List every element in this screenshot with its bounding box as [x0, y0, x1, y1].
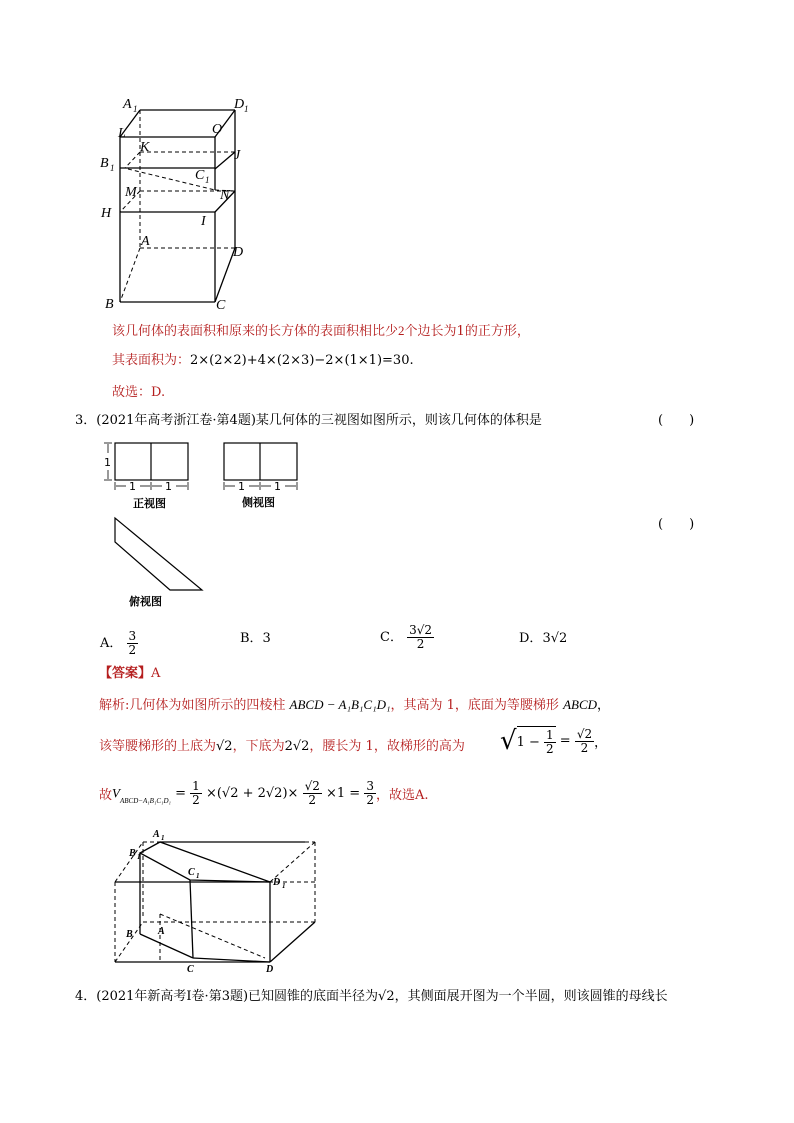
q3-answer-bracket-2: ( ): [658, 517, 695, 532]
label-top-view: 俯视图: [129, 595, 162, 608]
q3-answer-bracket: ( ): [658, 413, 695, 428]
dim-front-2: 1: [165, 480, 172, 493]
svg-text:1: 1: [133, 104, 138, 114]
label-side-view: 侧视图: [242, 496, 275, 509]
volume-formula: 故$V_{ABCD-A_1B_1C_1D_1}$ = $\frac{1}{2}$ ×(√2 + 2√2)× $\frac{√2}{2}$ ×1 = $\frac{3}{2}$ ，故选A.: [99, 779, 429, 807]
option-c[interactable]: C． $\frac{3√2}{2}$: [380, 623, 433, 651]
analysis-line1: 解析:几何体为如图所示的四棱柱 ABCD − A₁B₁C₁D₁，其高为 1，底面为等腰梯形 ABCD，: [99, 697, 611, 713]
label-D: D: [233, 245, 244, 260]
label-O: O: [212, 122, 223, 137]
label-C1: C: [188, 867, 195, 878]
answer-line: 【答案】A: [99, 666, 161, 681]
label-B: B: [105, 297, 114, 312]
option-b[interactable]: B．3: [240, 631, 271, 646]
label-H: H: [101, 206, 112, 221]
label-D1: D: [273, 877, 281, 888]
figure-top-view: [105, 510, 205, 610]
label-A1: A: [153, 829, 160, 840]
q3-stem: 3．(2021年高考浙江卷·第4题)某几何体的三视图如图所示，则该几何体的体积是: [75, 413, 542, 428]
dim-side-2: 1: [274, 480, 281, 493]
label-D1: D: [234, 97, 245, 112]
label-K: K: [140, 140, 150, 155]
dim-height: 1: [104, 456, 111, 469]
label-A1: A: [123, 97, 132, 112]
figure-prism-in-cuboid: [105, 822, 330, 977]
label-J: J: [234, 148, 241, 163]
label-M: M: [125, 185, 137, 200]
dim-front-1: 1: [129, 480, 136, 493]
label-C: C: [216, 298, 226, 313]
svg-text:1: 1: [110, 163, 115, 173]
option-a[interactable]: A． $\frac{3}{2}$: [100, 629, 137, 657]
dim-side-1: 1: [238, 480, 245, 493]
sol2-line3: 故选：D.: [112, 385, 166, 400]
svg-text:1: 1: [205, 175, 210, 185]
surface-area-formula: 2×(2×2)+4×(2×3)−2×(1×1)=30: [190, 353, 410, 368]
label-C1: C: [195, 168, 205, 183]
label-B1: B: [129, 848, 136, 859]
label-I: I: [201, 214, 206, 229]
label-A: A: [158, 926, 165, 937]
trapezoid-height-formula: √1 − $\frac{1}{2}$ = $\frac{√2}{2}$ ，: [500, 726, 608, 756]
label-front-view: 正视图: [133, 497, 166, 510]
label-B1: B: [100, 156, 109, 171]
svg-text:1: 1: [137, 853, 141, 861]
svg-text:1: 1: [161, 834, 165, 842]
analysis-line2: 该等腰梯形的上底为√2，下底为2√2，腰长为 1，故梯形的高为: [99, 739, 465, 754]
sol2-line2: 其表面积为：2×(2×2)+4×(2×3)−2×(1×1)=30.: [112, 353, 414, 368]
label-N: N: [220, 188, 230, 203]
figure-three-views: [98, 438, 308, 518]
label-L: L: [118, 126, 126, 141]
svg-text:1: 1: [282, 882, 286, 890]
label-A: A: [141, 234, 150, 249]
label-B: B: [126, 929, 133, 940]
option-d[interactable]: D．3√2: [519, 631, 568, 646]
svg-text:1: 1: [196, 872, 200, 880]
label-D: D: [266, 964, 274, 975]
sol2-line1: 该几何体的表面积和原来的长方体的表面积相比少2个边长为1的正方形，: [112, 323, 530, 339]
figure-cuboid-cut: [95, 90, 270, 320]
q4-stem: 4．(2021年新高考Ⅰ卷·第3题)已知圆锥的底面半径为√2，其侧面展开图为一个半圆，则该圆锥的母线长: [75, 989, 668, 1004]
svg-text:1: 1: [244, 104, 249, 114]
label-C: C: [187, 964, 194, 975]
